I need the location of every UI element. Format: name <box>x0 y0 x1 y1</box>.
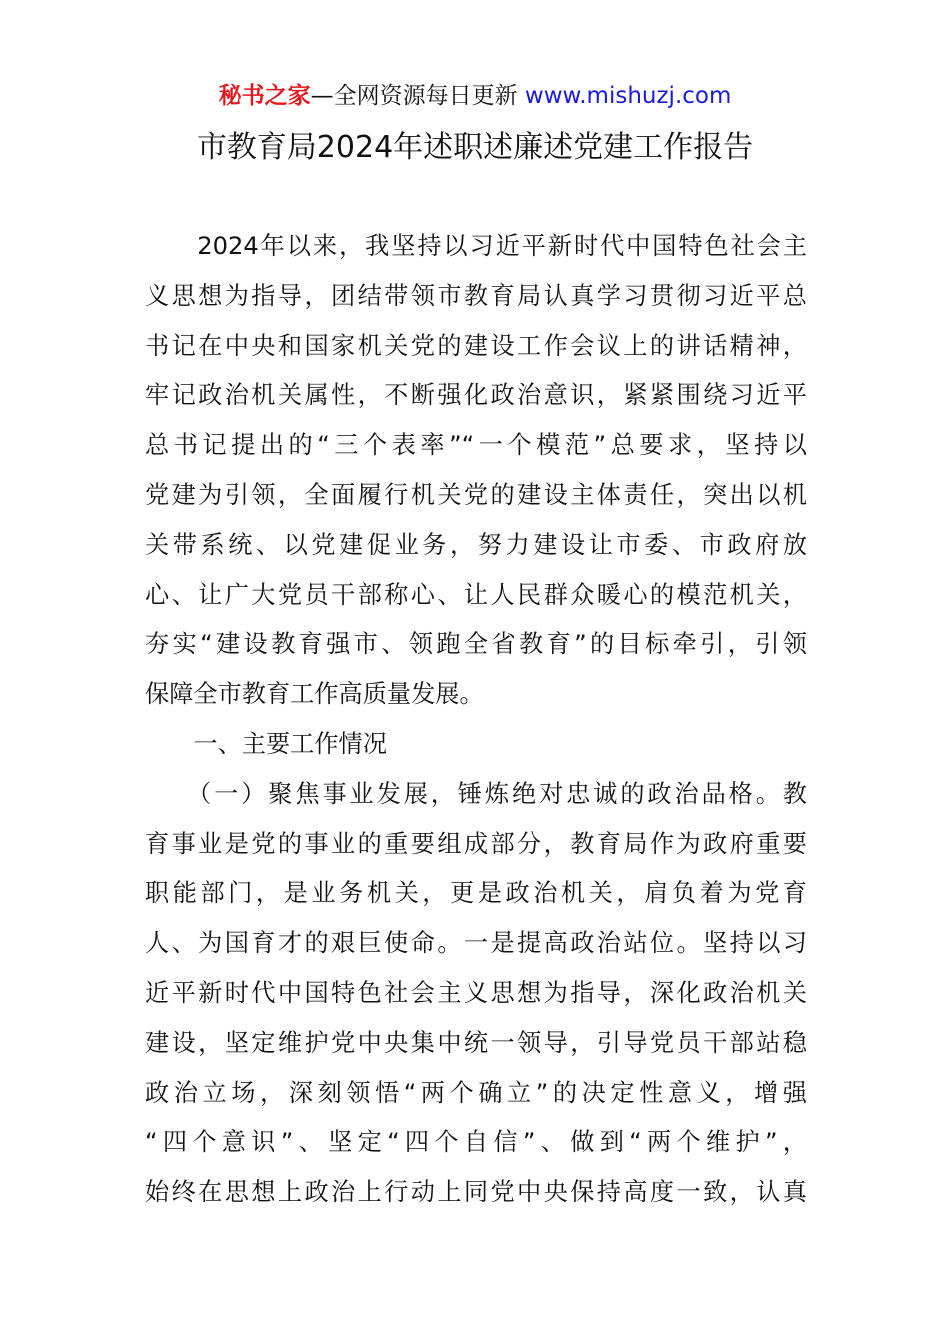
body-line: 保障全市教育工作高质量发展。 <box>145 680 484 709</box>
body-line: 党建为引领，全面履行机关党的建设主体责任，突出以机 <box>145 480 807 509</box>
body-line: “四个意识”、坚定“四个自信”、做到“两个维护”， <box>145 1128 807 1157</box>
body-line: 人、为国育才的艰巨使命。一是提高政治站位。坚持以习 <box>145 929 807 958</box>
body-line: 总书记提出的“三个表率”“一个模范”总要求，坚持以 <box>145 431 807 460</box>
body-line: 职能部门，是业务机关，更是政治机关，肩负着为党育 <box>145 879 807 908</box>
site-banner <box>0 79 950 113</box>
brand-name: 秘书之家 <box>218 83 311 109</box>
body-line: 夯实“建设教育强市、领跑全省教育”的目标牵引，引领 <box>145 630 807 659</box>
site-url-link[interactable]: www.mishuzj.com <box>517 83 732 109</box>
body-line: 牢记政治机关属性，不断强化政治意识，紧紧围绕习近平 <box>145 381 807 410</box>
body-line: 始终在思想上政治上行动上同党中央保持高度一致，认真 <box>145 1178 807 1207</box>
body-line: 育事业是党的事业的重要组成部分，教育局作为政府重要 <box>145 829 807 858</box>
document-body <box>145 222 807 1218</box>
banner-tagline: —全网资源每日更新 <box>310 83 518 109</box>
body-line: 近平新时代中国特色社会主义思想为指导，深化政治机关 <box>145 978 807 1007</box>
body-line: （一）聚焦事业发展，锤炼绝对忠诚的政治品格。教 <box>145 779 807 808</box>
document-title: 市教育局2024年述职述廉述党建工作报告 <box>196 130 754 165</box>
body-line: 政治立场，深刻领悟“两个确立”的决定性意义，增强 <box>145 1078 807 1107</box>
body-line: 心、让广大党员干部称心、让人民群众暖心的模范机关， <box>145 580 807 609</box>
body-line: 建设，坚定维护党中央集中统一领导，引导党员干部站稳 <box>145 1028 807 1057</box>
body-line: 2024年以来，我坚持以习近平新时代中国特色社会主 <box>145 232 807 260</box>
section-heading: 一、主要工作情况 <box>145 729 387 758</box>
body-line: 书记在中央和国家机关党的建设工作会议上的讲话精神， <box>145 331 807 360</box>
body-line: 义思想为指导，团结带领市教育局认真学习贯彻习近平总 <box>145 281 807 310</box>
body-line: 关带系统、以党建促业务，努力建设让市委、市政府放 <box>145 530 807 559</box>
